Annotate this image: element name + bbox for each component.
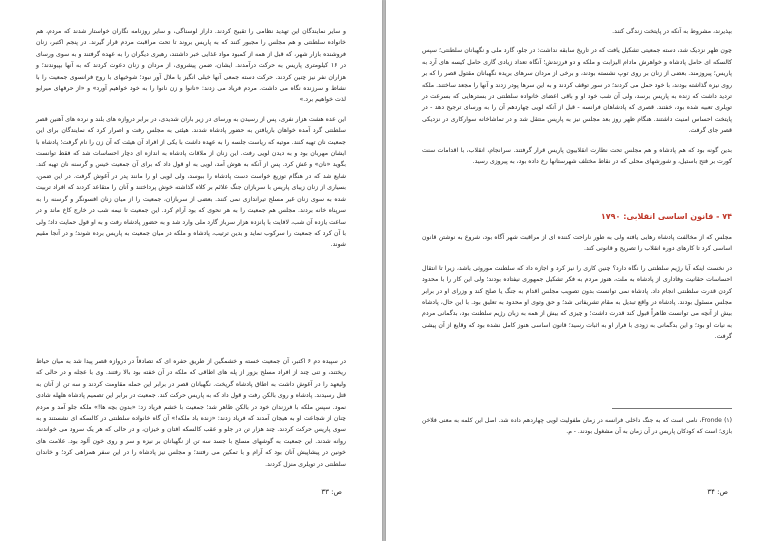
footnote-text: ، نامی است که به جنگ داخلی فرانسه در زمان طفولیت لویی چهاردهم داده شد. اصل این کلمه به معنی فلاخن بازی؛ است که کودکان پاریس در آن زمان به آن مشغول بودند. - م. — [422, 417, 732, 435]
left-paragraph-2: این عده هشت هزار نفری، پس از رسیدن به ورسای در زیر باران شدیدی، در برابر دروازه های بلند و نرده های آهنین قصر سلطنتی گرد آمده خواهان باریافتن به حضور پادشاه شدند. هیئتی به مجلس رفت و اصرار کرد که نمایندگان برای این جمعیت نان تهیه کنند. موتیه که ریاست جلسه را به عهده داشت با یکی از افراد آن هیئت که آن زن را نام گرفت؛ پادشاه با ایشان مهربان بود و به دیدن لویی رفت. این زنان از ملاقات پادشاه به اندازه ای دچار احساسات شد که فقط توانست بگوید «نان» و غش کرد. پس از آنکه به هوش آمد، لویی به او قول داد که برای آن جمعیت خیس و گرسنه نان تهیه کند. شایع شد که در هنگام توزیع خواست دست پادشاه را ببوسد، ولی لویی او را مانند پدر در آغوش گرفت. در این ضمن، بسیاری از زنان زیبای پاریس با سربازان جنگ علائم بر کلاه گذاشته خوش پرداختند و آنان را متقاعد کردند که افراد تربیت شده به سوی زنان غیر مسلح تیراندازی نمی کنند. بعضی از سربازان، جمعیت را از میان زنان افسونگر و گرسنه را به سرپناه خانه بردند. مجلس هم جمعیت را به هر نحوی که بود آرام کرد. این جمعیت تا نیمه شب در خارج کاخ ماند و در ساعت یازده آن شب، لافایت با پانزده هزار سرباز گارد ملی وارد شد و به حضور پادشاه رفت و به او قول حمایت داد؛ ولی با آن کرد که جمعیت را سرکوب نماید و بدین ترتیب، پادشاه و ملکه در میان جمعیت به پاریس برده شوند؛ و در آنجا مقیم شوند. — [36, 115, 346, 249]
left-body-bottom — [36, 356, 346, 478]
right-page-number: ص: ۳۴ — [707, 488, 728, 496]
left-page — [0, 0, 382, 541]
right-paragraph-5: در نخست اینکه آیا رژیم سلطنتی را نگاه دارد؟ چنین کاری را نیز کرد و اجازه داد که سلطنت موروثی باشد، زیرا تا انتقال احساسات حقانیت وفاداری از پادشاه به ملت، هنوز مردم به فکر تشکیل جمهوری نیفتاده بودند؛ ولی این کار را با محدود کردن قدرت سلطنتی انجام داد. پادشاه نمی توانست بدون تصویب مجلس اقدام به جنگ یا صلح کند و وزرای او در برابر مجلس مسئول بودند. پادشاه در واقع تبدیل به مقام تشریفاتی شد؛ و حق وتوی او محدود به تعلیق بود. با این حال، پادشاه بیش از آنچه می توانست ظاهراً قبول کند قدرت داشت؛ و چیزی که بیش از همه به زبان رژیم سلطنت بود، بدگمانی مردم به نیات او بود؛ و این بدگمانی به زودی با فرار او به اثبات رسید؛ قانون اساسی هنوز کامل نشده بود که وقایع از آن پیشی گرفت. — [422, 264, 732, 341]
left-body-top — [36, 26, 346, 259]
left-page-number: ص: ۳۳ — [321, 488, 342, 496]
footnote-divider — [612, 408, 732, 409]
footnote-marker: (۱) — [724, 417, 732, 424]
right-paragraph-2: چون ظهر نزدیک شد، دسته جمعیتی تشکیل یافت که در تاریخ سابقه نداشت: در جلو، گارد ملی و نگهبانان سلطنتی؛ سپس کالسکه ای حامل پادشاه و خواهرش مادام الیزابت و ملکه و دو فرزندش؛ آنگاه تعداد زیادی گاری حامل کیسه های آرد به پاریس؛ پیروزمند. بعضی از زنان بر روی توپ نشسته بودند، و برخی از مردان سرهای بریده نگهبانان مقتول قصر را که بر روی نیزه گذاشته بودند، با خود حمل می کردند؛ در سور توقف کردند و به این سرها پودر زدند و آنها را مجعد ساختند. ملکه تردید داشت که زنده به پاریس برسد، ولی آن شب خود او و باقی اعضای خانواده سلطنتی در بسترهایی که بسرعت در تویلری تعبیه شده بود، خفتند. قصری که پادشاهان فرانسه - قبل از آنکه لویی چهاردهم آن را به ورسای ترجیح دهد - در پایتخت احساس امنیت داشتند. هنگام ظهر روز بعد مجلس نیز به پاریس منتقل شد و در تماشاخانه سوارکاری در نزدیکی قصر جای گرفت. — [422, 47, 732, 135]
right-body-bottom — [422, 232, 732, 351]
right-body-top — [422, 26, 732, 175]
left-paragraph-3: در سپیده دم ۶ اکتبر، آن جمعیت خسته و خشمگین از طریق حفره ای که تصادفاً در دروازه قصر پیدا شد به میان حیاط ریختند، و تنی چند از افراد مسلح بزور از پله های اطاقی که ملکه در آن خفته بود بالا رفتند. وی با عجله و در حالی که ولیعهد را در آغوش داشت به اطاق پادشاه گریخت. نگهبانان قصر در برابر این حمله مقاومت کردند و سه تن از آنان به قتل رسیدند. پادشاه و روی بالکن رفت و قول داد که به پاریس حرکت کند. جمعیت در برابر این تصمیم پادشاه هلهله شادی نمود. سپس ملکه با فرزندان خود در بالکن ظاهر شد؛ جمعیت با خشم فریاد زد: «بدون بچه ها!» ملکه جلو آمد و مردم چنان از شجاعت او به هیجان آمدند که فریاد زدند: «زنده باد ملکه!» آن گاه خانواده سلطنتی در کالسکه ای نشستند و به سوی پاریس حرکت کردند. چند هزار تن در جلو و عقب کالسکه افتان و خیزان، و در حالی که هر یک سرود می خواندند، روانه شدند. این جمعیت به گوشهای مسلح با جسد سه تن از نگهبانان بر نیزه و سر و روی خون آلود بود. علامت های خونین در پیشاپیش آنان بود که آرام و با تمکین می رفتند؛ و مجلس نیز پادشاه را در این سفر همراهی کرد؛ و خاندان سلطنتی در تویلری منزل کردند. — [36, 358, 347, 468]
right-paragraph-4: مجلس که از مخالفت پادشاه رهایی یافته ولی به طور ناراحت کننده ای از مراقبت شهر آگاه بود، شروع به نوشتن قانون اساسی کرد تا کارهای دوره انقلاب را تصریح و قانونی کند. — [422, 234, 732, 253]
right-paragraph-3: بدین گونه بود که هم پادشاه و هم مجلس تحت نظارت انقلابیون پاریس قرار گرفتند. سرانجام، انقلاب، با اقدامات سنت کورت بر فتح باستیل، و شورشهای محلی که در نقاط مختلف شهرستانها رخ داده بود، به پیروزی رسید. — [422, 146, 732, 166]
left-paragraph-1: و سایر نمایندگان این تهدید نظامی را تقبیح کردند. داراز لوسناگی، و سایر روزنامه نگاران خواستار شدند که مردم، هم خانواده سلطنتی و هم مجلس را مجبور کنند که به پاریس بروند تا تحت مراقبت مردم قرار گیرند. در پنجم اکتبر، زنان فروشنده بازار شهر، که قبل از همه از کمبود مواد غذایی خبر داشتند، رهبری دیگران را به عهده گرفتند و به سوی ورسای در ۱۶ کیلومتری پاریس به حرکت درآمدند. ایشان، ضمن پیشروی، از مردان و زنان دعوت کردند که به آنها بپیوندند؛ و هزاران نفر نیز چنین کردند. حرکت دسته جمعی آنها خیلی انگیز یا ملال آور نبود؛ شوخیهای با روح فرانسوی جمعیت را با نشاط و سرزنده نگاه می داشت. مردم فریاد می زدند: «نانوا و زن نانوا را به خود خواهیم آورد» و «از حرفهای میرابو لذت خواهیم برد.» — [36, 28, 346, 104]
right-page — [386, 0, 768, 541]
footnote — [422, 416, 732, 437]
section-heading: ۷۴ - قانون اساسی انقلابی: ۱۷۹۰ — [600, 212, 732, 221]
footnote-latin-term: Fronde — [701, 417, 722, 424]
right-paragraph-1: بپذیرند، مشروط به آنکه در پایتخت زندگی کنند. — [612, 28, 732, 35]
